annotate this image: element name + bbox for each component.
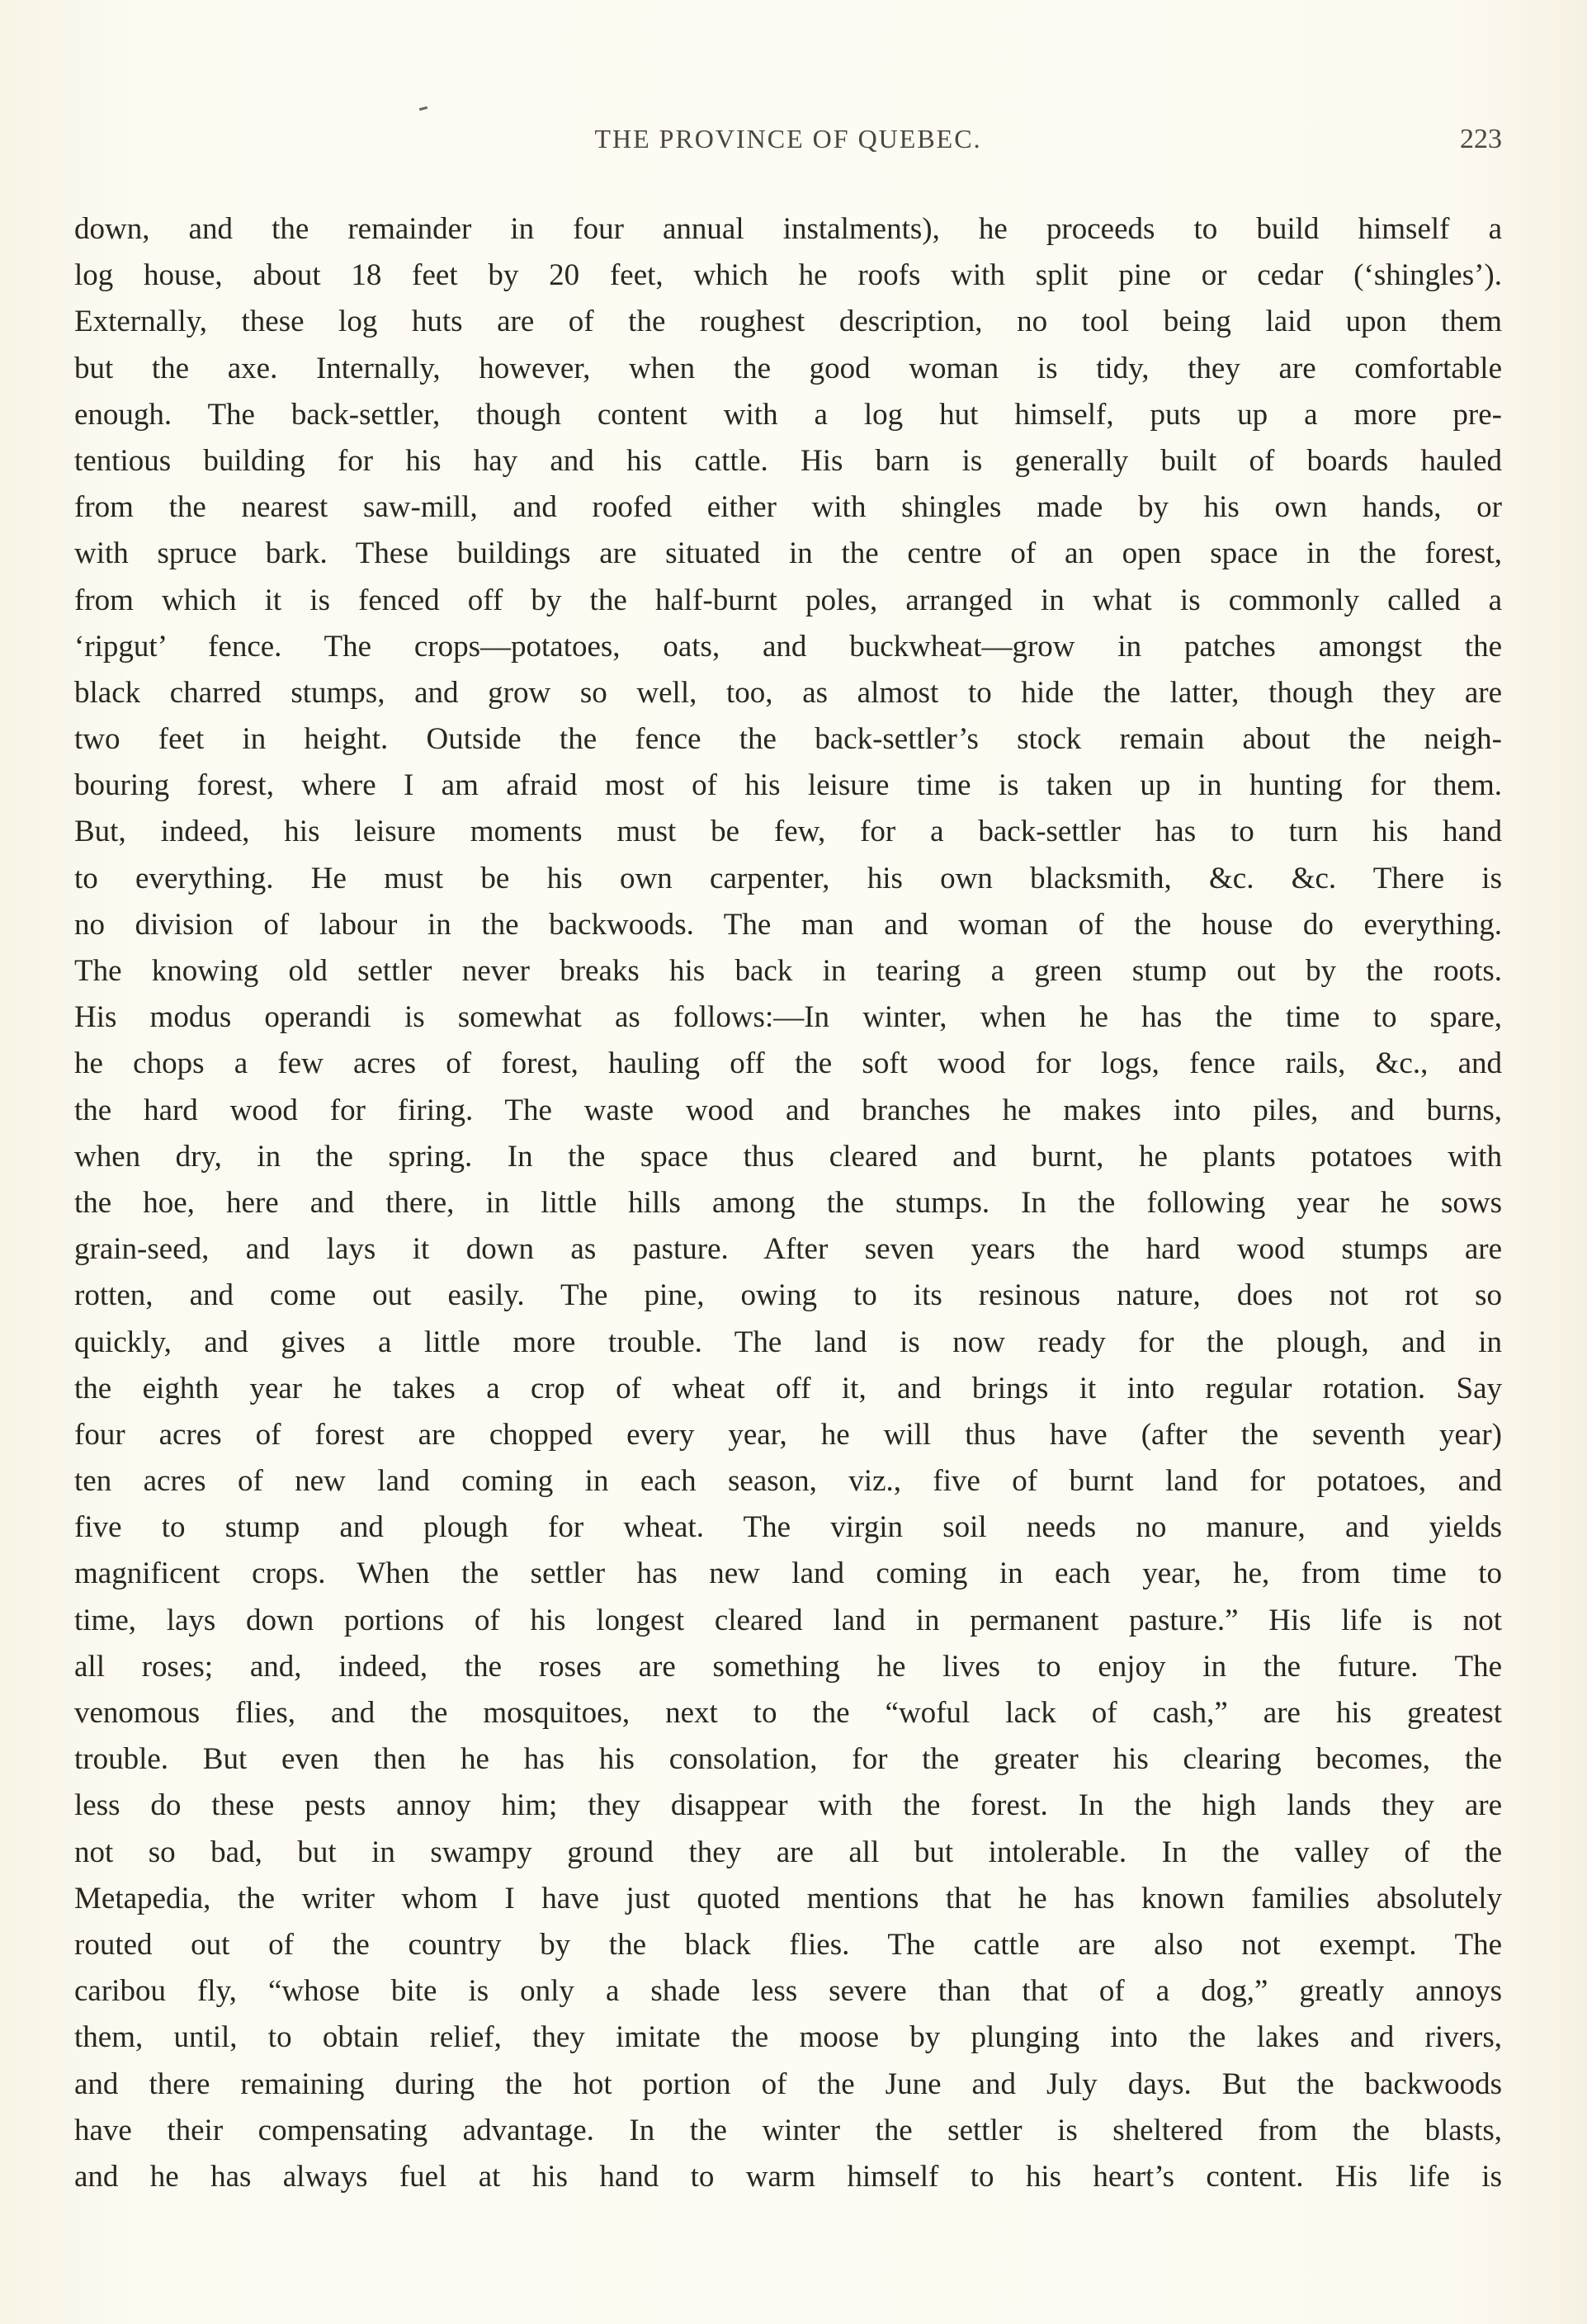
text-line: magnificent crops. When the settler has new land coming in each year, he, from time to <box>74 1556 1502 1591</box>
text-line: venomous flies, and the mosquitoes, next to the “woful lack of cash,” are his greatest <box>74 1696 1502 1730</box>
text-line: quickly, and gives a little more trouble. The land is now ready for the plough, and in <box>74 1325 1502 1359</box>
text-line: ten acres of new land coming in each season, viz., five of burnt land for potatoes, and <box>74 1464 1502 1499</box>
text-line: ‘ripgut’ fence. The crops—potatoes, oats, and buckwheat—grow in patches amongst the <box>74 629 1502 664</box>
text-line: log house, about 18 feet by 20 feet, which he roofs with split pine or cedar (‘shingles’). <box>74 258 1502 293</box>
text-line: five to stump and plough for wheat. The virgin soil needs no manure, and yields <box>74 1510 1502 1545</box>
text-line: enough. The back-settler, though content with a log hut himself, puts up a more pre- <box>74 397 1502 432</box>
text-line: rotten, and come out easily. The pine, owing to its resinous nature, does not rot so <box>74 1278 1502 1313</box>
text-line: bouring forest, where I am afraid most of his leisure time is taken up in hunting for them. <box>74 768 1502 803</box>
text-line: and he has always fuel at his hand to warm himself to his heart’s content. His life is <box>74 2159 1502 2194</box>
text-line: black charred stumps, and grow so well, too, as almost to hide the latter, though they are <box>74 675 1502 710</box>
text-line: them, until, to obtain relief, they imitate the moose by plunging into the lakes and rivers, <box>74 2020 1502 2055</box>
text-line: but the axe. Internally, however, when the good woman is tidy, they are comfortable <box>74 351 1502 385</box>
text-line: from the nearest saw-mill, and roofed either with shingles made by his own hands, or <box>74 490 1502 525</box>
text-line: the hard wood for firing. The waste wood and branches he makes into piles, and burns, <box>74 1093 1502 1127</box>
text-line: time, lays down portions of his longest cleared land in permanent pasture.” His life is not <box>74 1603 1502 1637</box>
text-line: The knowing old settler never breaks his back in tearing a green stump out by the roots. <box>74 954 1502 988</box>
text-line: Metapedia, the writer whom I have just quoted mentions that he has known families absolutely <box>74 1881 1502 1915</box>
text-line: less do these pests annoy him; they disappear with the forest. In the high lands they are <box>74 1788 1502 1823</box>
page-header <box>74 124 1502 173</box>
text-line: trouble. But even then he has his consolation, for the greater his clearing becomes, the <box>74 1742 1502 1777</box>
text-line: the hoe, here and there, in little hills among the stumps. In the following year he sows <box>74 1185 1502 1220</box>
text-line: grain-seed, and lays it down as pasture. After seven years the hard wood stumps are <box>74 1232 1502 1267</box>
text-line: not so bad, but in swampy ground they are all but intolerable. In the valley of the <box>74 1835 1502 1869</box>
ink-mark <box>419 106 427 111</box>
text-line: from which it is fenced off by the half-burnt poles, arranged in what is commonly called a <box>74 583 1502 617</box>
text-line: four acres of forest are chopped every year, he will thus have (after the seventh year) <box>74 1417 1502 1452</box>
text-line: His modus operandi is somewhat as follows:—In winter, when he has the time to spare, <box>74 1000 1502 1035</box>
text-line: and there remaining during the hot portion of the June and July days. But the backwoods <box>74 2067 1502 2101</box>
text-line: tentious building for his hay and his cattle. His barn is generally built of boards hauled <box>74 443 1502 478</box>
text-line: two feet in height. Outside the fence the back-settler’s stock remain about the neigh- <box>74 722 1502 757</box>
text-line: caribou fly, “whose bite is only a shade less severe than that of a dog,” greatly annoys <box>74 1974 1502 2009</box>
page-number: 223 <box>1460 124 1502 154</box>
text-line: down, and the remainder in four annual instalments), he proceeds to build himself a <box>74 212 1502 246</box>
text-line: with spruce bark. These buildings are situated in the centre of an open space in the forest, <box>74 536 1502 571</box>
text-line: But, indeed, his leisure moments must be few, for a back-settler has to turn his hand <box>74 815 1502 849</box>
text-line: he chops a few acres of forest, hauling off the soft wood for logs, fence rails, &c., and <box>74 1046 1502 1081</box>
text-line: Externally, these log huts are of the roughest description, no tool being laid upon them <box>74 305 1502 339</box>
text-line: no division of labour in the backwoods. The man and woman of the house do everything. <box>74 907 1502 942</box>
text-line: the eighth year he takes a crop of wheat off it, and brings it into regular rotation. Say <box>74 1371 1502 1405</box>
text-line: to everything. He must be his own carpenter, his own blacksmith, &c. &c. There is <box>74 861 1502 895</box>
text-line: have their compensating advantage. In the winter the settler is sheltered from the blasts, <box>74 2113 1502 2147</box>
text-line: routed out of the country by the black flies. The cattle are also not exempt. The <box>74 1927 1502 1962</box>
text-line: all roses; and, indeed, the roses are something he lives to enjoy in the future. The <box>74 1649 1502 1684</box>
running-head: THE PROVINCE OF QUEBEC. <box>594 124 982 154</box>
text-line: when dry, in the spring. In the space thus cleared and burnt, he plants potatoes with <box>74 1139 1502 1174</box>
body-text <box>74 206 1502 2200</box>
